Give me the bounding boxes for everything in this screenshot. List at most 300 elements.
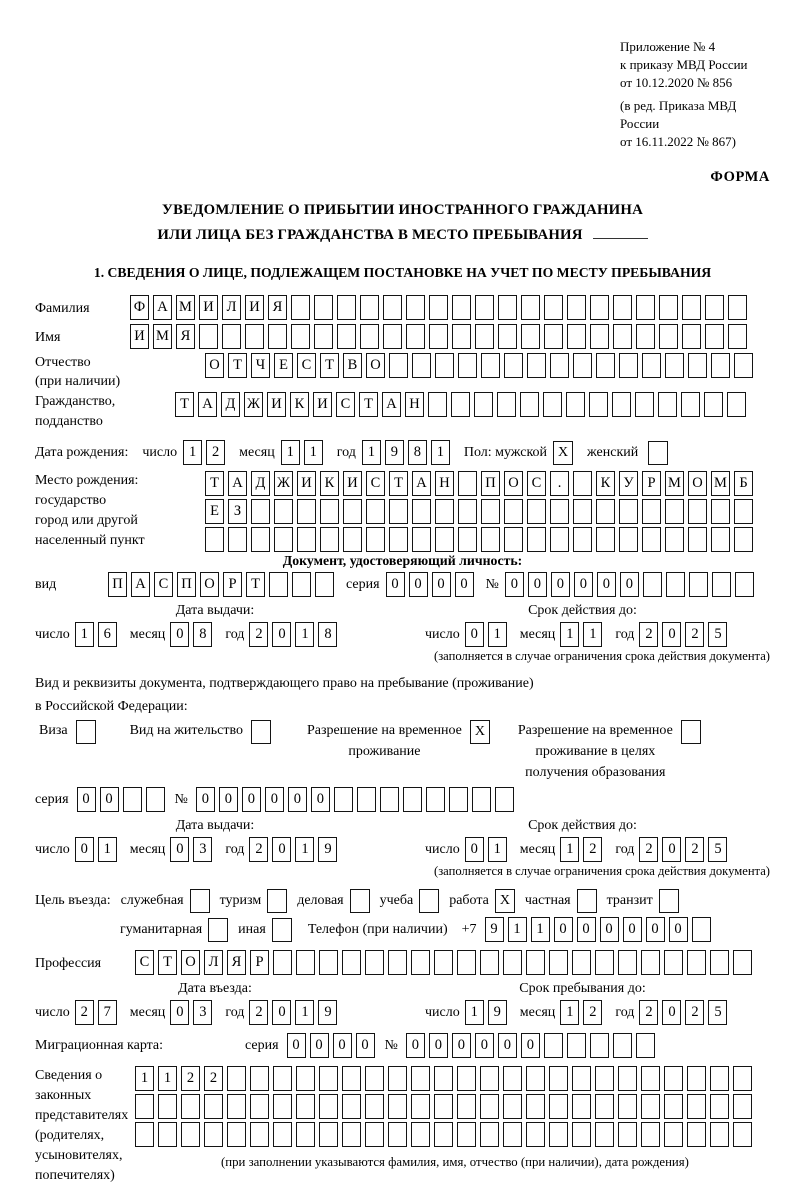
char-cell[interactable]: [596, 527, 615, 552]
char-cell[interactable]: [319, 950, 338, 975]
char-cell[interactable]: [337, 324, 356, 349]
char-cell[interactable]: [613, 324, 632, 349]
char-cell[interactable]: [687, 1066, 706, 1091]
char-cell[interactable]: И: [245, 295, 264, 320]
char-cell[interactable]: [589, 392, 608, 417]
char-cell[interactable]: [573, 527, 592, 552]
char-cell[interactable]: Л: [222, 295, 241, 320]
char-cell[interactable]: 2: [249, 622, 268, 647]
char-cell[interactable]: [227, 1094, 246, 1119]
char-cell[interactable]: [435, 527, 454, 552]
char-cell[interactable]: 0: [551, 572, 570, 597]
char-cell[interactable]: 5: [708, 622, 727, 647]
char-cell[interactable]: [504, 353, 523, 378]
char-cell[interactable]: М: [153, 324, 172, 349]
char-cell[interactable]: [572, 950, 591, 975]
char-cell[interactable]: [549, 1094, 568, 1119]
char-cell[interactable]: [549, 1066, 568, 1091]
char-cell[interactable]: 1: [560, 1000, 579, 1025]
char-cell[interactable]: 0: [554, 917, 573, 942]
char-cell[interactable]: 0: [272, 622, 291, 647]
char-cell[interactable]: 0: [100, 787, 119, 812]
char-cell[interactable]: [710, 950, 729, 975]
char-cell[interactable]: 0: [75, 837, 94, 862]
char-cell[interactable]: П: [481, 471, 500, 496]
char-cell[interactable]: 0: [465, 837, 484, 862]
char-cell[interactable]: [365, 1094, 384, 1119]
char-cell[interactable]: [250, 1094, 269, 1119]
char-cell[interactable]: [526, 1066, 545, 1091]
char-cell[interactable]: [495, 787, 514, 812]
char-cell[interactable]: 0: [265, 787, 284, 812]
char-cell[interactable]: [291, 295, 310, 320]
char-cell[interactable]: 6: [98, 622, 117, 647]
char-cell[interactable]: [503, 1122, 522, 1147]
char-cell[interactable]: [688, 499, 707, 524]
char-cell[interactable]: 1: [183, 440, 202, 465]
char-cell[interactable]: Р: [223, 572, 242, 597]
char-cell[interactable]: 2: [639, 837, 658, 862]
char-cell[interactable]: Т: [175, 392, 194, 417]
char-cell[interactable]: 3: [193, 837, 212, 862]
char-cell[interactable]: [659, 324, 678, 349]
char-cell[interactable]: [360, 324, 379, 349]
char-cell[interactable]: [498, 324, 517, 349]
char-cell[interactable]: И: [199, 295, 218, 320]
char-cell[interactable]: 9: [318, 1000, 337, 1025]
purpose-business-checkbox[interactable]: [350, 889, 370, 913]
char-cell[interactable]: [474, 392, 493, 417]
char-cell[interactable]: 2: [639, 1000, 658, 1025]
char-cell[interactable]: [734, 353, 753, 378]
char-cell[interactable]: [735, 572, 754, 597]
char-cell[interactable]: [135, 1122, 154, 1147]
char-cell[interactable]: [665, 527, 684, 552]
char-cell[interactable]: [596, 353, 615, 378]
char-cell[interactable]: Т: [228, 353, 247, 378]
char-cell[interactable]: [572, 1066, 591, 1091]
char-cell[interactable]: [590, 1033, 609, 1058]
char-cell[interactable]: [481, 527, 500, 552]
char-cell[interactable]: Я: [227, 950, 246, 975]
char-cell[interactable]: 0: [386, 572, 405, 597]
char-cell[interactable]: [664, 1066, 683, 1091]
char-cell[interactable]: [573, 471, 592, 496]
char-cell[interactable]: [595, 1094, 614, 1119]
char-cell[interactable]: [406, 324, 425, 349]
char-cell[interactable]: [687, 1094, 706, 1119]
char-cell[interactable]: [268, 324, 287, 349]
char-cell[interactable]: [273, 1122, 292, 1147]
char-cell[interactable]: [641, 1094, 660, 1119]
char-cell[interactable]: [360, 295, 379, 320]
char-cell[interactable]: [388, 1122, 407, 1147]
char-cell[interactable]: [452, 295, 471, 320]
char-cell[interactable]: 0: [455, 572, 474, 597]
purpose-transit-checkbox[interactable]: [659, 889, 679, 913]
char-cell[interactable]: [181, 1094, 200, 1119]
char-cell[interactable]: 1: [465, 1000, 484, 1025]
char-cell[interactable]: [334, 787, 353, 812]
purpose-work-checkbox[interactable]: X: [495, 889, 515, 913]
char-cell[interactable]: Е: [205, 499, 224, 524]
char-cell[interactable]: 0: [498, 1033, 517, 1058]
char-cell[interactable]: 2: [685, 622, 704, 647]
char-cell[interactable]: 0: [452, 1033, 471, 1058]
char-cell[interactable]: [689, 572, 708, 597]
char-cell[interactable]: 0: [600, 917, 619, 942]
char-cell[interactable]: 2: [583, 837, 602, 862]
char-cell[interactable]: 0: [662, 837, 681, 862]
char-cell[interactable]: Л: [204, 950, 223, 975]
char-cell[interactable]: [503, 1094, 522, 1119]
char-cell[interactable]: [664, 1094, 683, 1119]
char-cell[interactable]: [389, 499, 408, 524]
char-cell[interactable]: Я: [176, 324, 195, 349]
char-cell[interactable]: [642, 527, 661, 552]
char-cell[interactable]: 0: [310, 1033, 329, 1058]
char-cell[interactable]: Д: [221, 392, 240, 417]
char-cell[interactable]: Р: [250, 950, 269, 975]
char-cell[interactable]: 1: [362, 440, 381, 465]
char-cell[interactable]: [480, 1122, 499, 1147]
char-cell[interactable]: 0: [272, 837, 291, 862]
char-cell[interactable]: [457, 950, 476, 975]
char-cell[interactable]: 0: [409, 572, 428, 597]
char-cell[interactable]: [641, 1066, 660, 1091]
char-cell[interactable]: Т: [158, 950, 177, 975]
char-cell[interactable]: [734, 527, 753, 552]
char-cell[interactable]: [641, 1122, 660, 1147]
char-cell[interactable]: 2: [249, 1000, 268, 1025]
char-cell[interactable]: [567, 1033, 586, 1058]
char-cell[interactable]: [297, 527, 316, 552]
char-cell[interactable]: [687, 1122, 706, 1147]
char-cell[interactable]: [365, 950, 384, 975]
char-cell[interactable]: [251, 499, 270, 524]
char-cell[interactable]: [181, 1122, 200, 1147]
char-cell[interactable]: [383, 324, 402, 349]
char-cell[interactable]: Т: [320, 353, 339, 378]
char-cell[interactable]: [245, 324, 264, 349]
char-cell[interactable]: [572, 1122, 591, 1147]
char-cell[interactable]: [613, 295, 632, 320]
char-cell[interactable]: 0: [620, 572, 639, 597]
char-cell[interactable]: [733, 1066, 752, 1091]
char-cell[interactable]: 0: [669, 917, 688, 942]
char-cell[interactable]: 1: [135, 1066, 154, 1091]
char-cell[interactable]: Н: [435, 471, 454, 496]
char-cell[interactable]: [365, 1122, 384, 1147]
char-cell[interactable]: [665, 353, 684, 378]
char-cell[interactable]: 1: [531, 917, 550, 942]
char-cell[interactable]: [635, 392, 654, 417]
char-cell[interactable]: [480, 950, 499, 975]
char-cell[interactable]: [458, 499, 477, 524]
char-cell[interactable]: 0: [287, 1033, 306, 1058]
char-cell[interactable]: [412, 499, 431, 524]
char-cell[interactable]: 0: [577, 917, 596, 942]
char-cell[interactable]: 5: [708, 837, 727, 862]
char-cell[interactable]: Н: [405, 392, 424, 417]
char-cell[interactable]: [567, 324, 586, 349]
char-cell[interactable]: 2: [249, 837, 268, 862]
char-cell[interactable]: Ф: [130, 295, 149, 320]
char-cell[interactable]: М: [665, 471, 684, 496]
char-cell[interactable]: [549, 1122, 568, 1147]
char-cell[interactable]: [688, 527, 707, 552]
char-cell[interactable]: А: [412, 471, 431, 496]
char-cell[interactable]: [619, 499, 638, 524]
char-cell[interactable]: [273, 1094, 292, 1119]
char-cell[interactable]: [641, 950, 660, 975]
temp-residence-checkbox[interactable]: X: [470, 720, 490, 744]
char-cell[interactable]: [544, 324, 563, 349]
residence-permit-checkbox[interactable]: [251, 720, 271, 744]
char-cell[interactable]: [681, 392, 700, 417]
char-cell[interactable]: [595, 950, 614, 975]
char-cell[interactable]: А: [198, 392, 217, 417]
char-cell[interactable]: [527, 499, 546, 524]
char-cell[interactable]: [342, 1122, 361, 1147]
char-cell[interactable]: А: [382, 392, 401, 417]
char-cell[interactable]: [296, 950, 315, 975]
char-cell[interactable]: 0: [646, 917, 665, 942]
char-cell[interactable]: [457, 1066, 476, 1091]
char-cell[interactable]: [434, 1066, 453, 1091]
char-cell[interactable]: [710, 1094, 729, 1119]
char-cell[interactable]: [503, 1066, 522, 1091]
char-cell[interactable]: 0: [356, 1033, 375, 1058]
char-cell[interactable]: [498, 295, 517, 320]
purpose-humanitarian-checkbox[interactable]: [208, 918, 228, 942]
char-cell[interactable]: [357, 787, 376, 812]
char-cell[interactable]: 9: [385, 440, 404, 465]
char-cell[interactable]: Я: [268, 295, 287, 320]
char-cell[interactable]: [504, 499, 523, 524]
char-cell[interactable]: [320, 499, 339, 524]
char-cell[interactable]: [692, 917, 711, 942]
char-cell[interactable]: [319, 1122, 338, 1147]
char-cell[interactable]: И: [267, 392, 286, 417]
char-cell[interactable]: [480, 1094, 499, 1119]
char-cell[interactable]: 1: [560, 622, 579, 647]
char-cell[interactable]: .: [550, 471, 569, 496]
char-cell[interactable]: [451, 392, 470, 417]
char-cell[interactable]: [429, 324, 448, 349]
char-cell[interactable]: О: [504, 471, 523, 496]
char-cell[interactable]: 0: [432, 572, 451, 597]
char-cell[interactable]: [527, 527, 546, 552]
char-cell[interactable]: [544, 1033, 563, 1058]
char-cell[interactable]: [204, 1122, 223, 1147]
char-cell[interactable]: [733, 950, 752, 975]
char-cell[interactable]: [388, 1094, 407, 1119]
char-cell[interactable]: [343, 527, 362, 552]
char-cell[interactable]: [734, 499, 753, 524]
char-cell[interactable]: [388, 1066, 407, 1091]
char-cell[interactable]: [250, 1122, 269, 1147]
char-cell[interactable]: [549, 950, 568, 975]
char-cell[interactable]: [475, 295, 494, 320]
char-cell[interactable]: [567, 295, 586, 320]
char-cell[interactable]: [481, 499, 500, 524]
char-cell[interactable]: [251, 527, 270, 552]
char-cell[interactable]: 9: [485, 917, 504, 942]
char-cell[interactable]: [315, 572, 334, 597]
char-cell[interactable]: И: [313, 392, 332, 417]
char-cell[interactable]: [291, 324, 310, 349]
char-cell[interactable]: [613, 1033, 632, 1058]
char-cell[interactable]: О: [205, 353, 224, 378]
char-cell[interactable]: 1: [295, 837, 314, 862]
char-cell[interactable]: 0: [219, 787, 238, 812]
char-cell[interactable]: 0: [623, 917, 642, 942]
char-cell[interactable]: 0: [196, 787, 215, 812]
char-cell[interactable]: [687, 950, 706, 975]
char-cell[interactable]: [728, 324, 747, 349]
char-cell[interactable]: 2: [685, 837, 704, 862]
char-cell[interactable]: И: [297, 471, 316, 496]
char-cell[interactable]: [666, 572, 685, 597]
char-cell[interactable]: [403, 787, 422, 812]
char-cell[interactable]: [590, 295, 609, 320]
char-cell[interactable]: [527, 353, 546, 378]
char-cell[interactable]: [573, 499, 592, 524]
char-cell[interactable]: [320, 527, 339, 552]
char-cell[interactable]: [250, 1066, 269, 1091]
char-cell[interactable]: 1: [158, 1066, 177, 1091]
char-cell[interactable]: [643, 572, 662, 597]
char-cell[interactable]: [728, 295, 747, 320]
temp-residence-education-checkbox[interactable]: [681, 720, 701, 744]
char-cell[interactable]: 0: [170, 837, 189, 862]
char-cell[interactable]: [380, 787, 399, 812]
char-cell[interactable]: [711, 353, 730, 378]
char-cell[interactable]: [434, 1122, 453, 1147]
char-cell[interactable]: И: [343, 471, 362, 496]
char-cell[interactable]: [481, 353, 500, 378]
char-cell[interactable]: А: [228, 471, 247, 496]
char-cell[interactable]: [682, 295, 701, 320]
char-cell[interactable]: У: [619, 471, 638, 496]
visa-checkbox[interactable]: [76, 720, 96, 744]
char-cell[interactable]: 2: [75, 1000, 94, 1025]
char-cell[interactable]: 0: [77, 787, 96, 812]
char-cell[interactable]: [544, 295, 563, 320]
char-cell[interactable]: [297, 499, 316, 524]
char-cell[interactable]: [406, 295, 425, 320]
char-cell[interactable]: 2: [206, 440, 225, 465]
char-cell[interactable]: [296, 1066, 315, 1091]
char-cell[interactable]: О: [688, 471, 707, 496]
char-cell[interactable]: [543, 392, 562, 417]
char-cell[interactable]: [636, 1033, 655, 1058]
char-cell[interactable]: [710, 1066, 729, 1091]
char-cell[interactable]: [429, 295, 448, 320]
char-cell[interactable]: [521, 324, 540, 349]
char-cell[interactable]: 9: [318, 837, 337, 862]
char-cell[interactable]: 0: [662, 1000, 681, 1025]
char-cell[interactable]: [135, 1094, 154, 1119]
char-cell[interactable]: 1: [98, 837, 117, 862]
char-cell[interactable]: В: [343, 353, 362, 378]
char-cell[interactable]: [590, 324, 609, 349]
char-cell[interactable]: 1: [488, 837, 507, 862]
char-cell[interactable]: [520, 392, 539, 417]
char-cell[interactable]: [526, 1094, 545, 1119]
char-cell[interactable]: [665, 499, 684, 524]
char-cell[interactable]: [573, 353, 592, 378]
char-cell[interactable]: [688, 353, 707, 378]
char-cell[interactable]: С: [527, 471, 546, 496]
purpose-private-checkbox[interactable]: [577, 889, 597, 913]
char-cell[interactable]: К: [290, 392, 309, 417]
char-cell[interactable]: [426, 787, 445, 812]
char-cell[interactable]: Ж: [274, 471, 293, 496]
char-cell[interactable]: [343, 499, 362, 524]
char-cell[interactable]: 0: [475, 1033, 494, 1058]
char-cell[interactable]: [472, 787, 491, 812]
char-cell[interactable]: [146, 787, 165, 812]
char-cell[interactable]: [619, 527, 638, 552]
char-cell[interactable]: [412, 527, 431, 552]
char-cell[interactable]: [319, 1066, 338, 1091]
char-cell[interactable]: Р: [642, 471, 661, 496]
char-cell[interactable]: С: [297, 353, 316, 378]
char-cell[interactable]: [595, 1122, 614, 1147]
char-cell[interactable]: [497, 392, 516, 417]
char-cell[interactable]: [664, 1122, 683, 1147]
char-cell[interactable]: [521, 295, 540, 320]
char-cell[interactable]: 0: [521, 1033, 540, 1058]
char-cell[interactable]: [366, 527, 385, 552]
char-cell[interactable]: О: [181, 950, 200, 975]
char-cell[interactable]: [636, 295, 655, 320]
char-cell[interactable]: [389, 353, 408, 378]
char-cell[interactable]: [366, 499, 385, 524]
char-cell[interactable]: [342, 1094, 361, 1119]
char-cell[interactable]: [457, 1094, 476, 1119]
char-cell[interactable]: [411, 1066, 430, 1091]
char-cell[interactable]: 9: [488, 1000, 507, 1025]
char-cell[interactable]: [619, 353, 638, 378]
char-cell[interactable]: [705, 295, 724, 320]
char-cell[interactable]: [596, 499, 615, 524]
char-cell[interactable]: О: [366, 353, 385, 378]
char-cell[interactable]: 1: [583, 622, 602, 647]
char-cell[interactable]: 2: [685, 1000, 704, 1025]
char-cell[interactable]: К: [596, 471, 615, 496]
char-cell[interactable]: И: [130, 324, 149, 349]
char-cell[interactable]: [526, 1122, 545, 1147]
char-cell[interactable]: [733, 1122, 752, 1147]
char-cell[interactable]: [458, 527, 477, 552]
char-cell[interactable]: 0: [406, 1033, 425, 1058]
char-cell[interactable]: 1: [488, 622, 507, 647]
char-cell[interactable]: 0: [574, 572, 593, 597]
char-cell[interactable]: [618, 1094, 637, 1119]
char-cell[interactable]: [274, 499, 293, 524]
char-cell[interactable]: [550, 353, 569, 378]
char-cell[interactable]: [158, 1122, 177, 1147]
char-cell[interactable]: [658, 392, 677, 417]
char-cell[interactable]: 0: [311, 787, 330, 812]
char-cell[interactable]: [458, 471, 477, 496]
char-cell[interactable]: З: [228, 499, 247, 524]
sex-male-checkbox[interactable]: X: [553, 441, 573, 465]
char-cell[interactable]: 7: [98, 1000, 117, 1025]
